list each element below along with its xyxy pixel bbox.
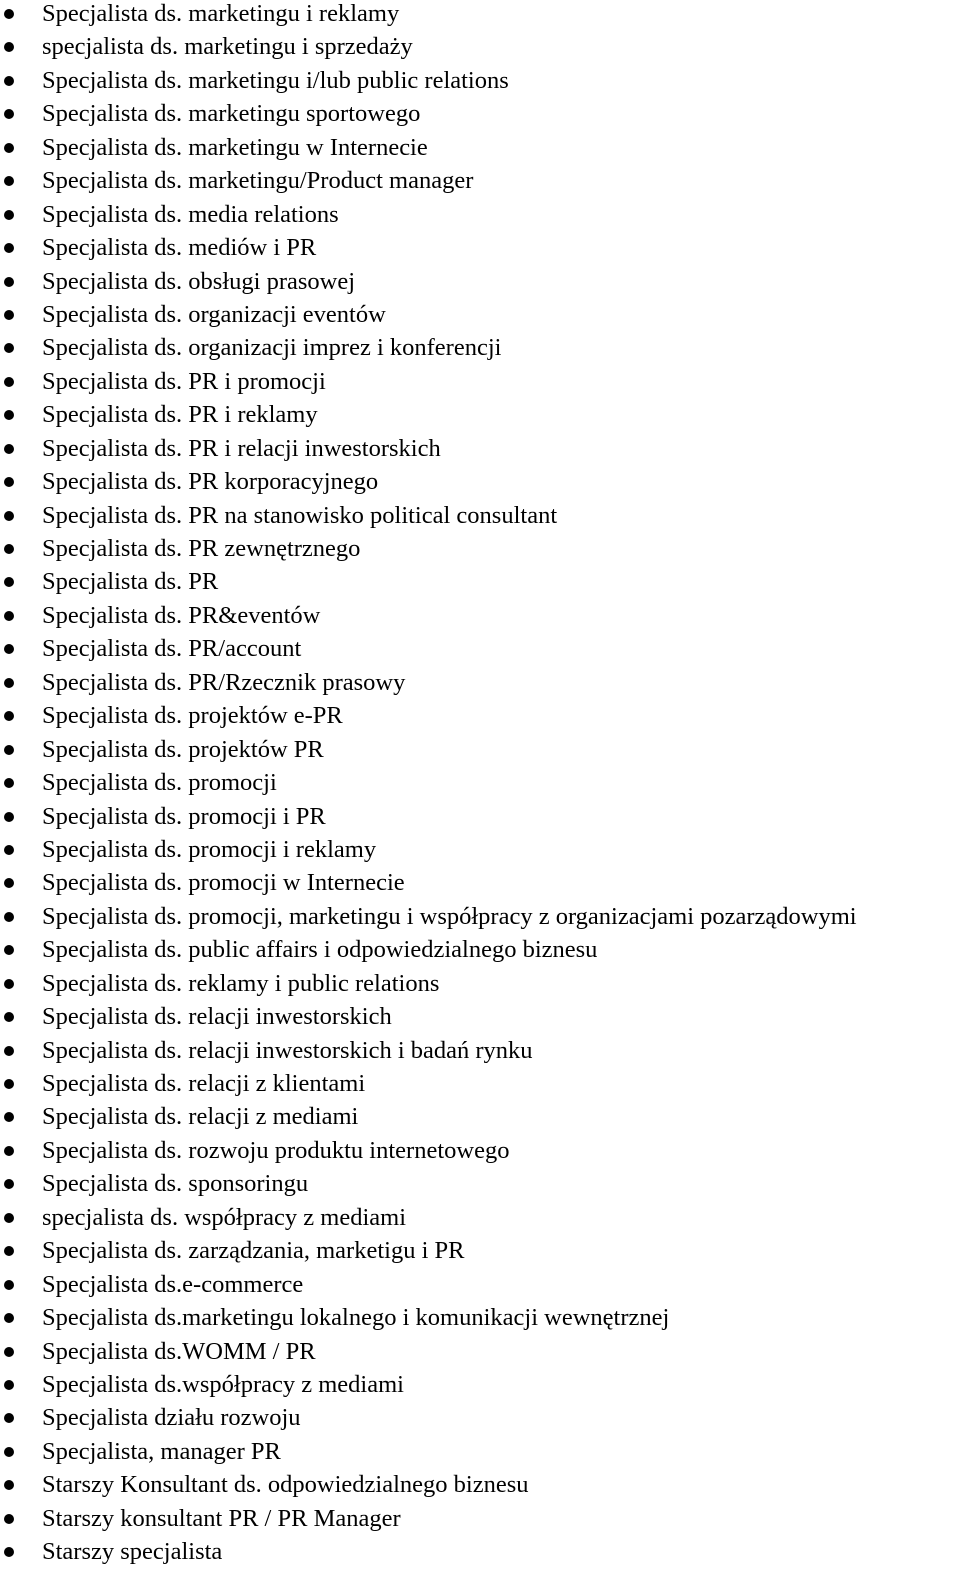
- job-title: Specjalista ds. relacji z klientami: [42, 1070, 366, 1097]
- list-item: [0, 33, 960, 66]
- list-item: [0, 669, 960, 702]
- list-item: [0, 1471, 960, 1504]
- bullet-icon: [4, 511, 14, 521]
- job-title: Specjalista ds. promocji i PR: [42, 802, 326, 830]
- bullet-icon: [4, 1413, 14, 1423]
- bullet-icon: [4, 1480, 14, 1490]
- bullet-icon: [4, 912, 14, 922]
- job-title: Specjalista ds. zarządzania, marketigu i PR: [42, 1237, 465, 1265]
- list-item: [0, 769, 960, 802]
- job-title: Specjalista ds. public affairs i odpowiedzialnego biznesu: [42, 936, 598, 964]
- job-title: Specjalista ds. PR/Rzecznik prasowy: [42, 668, 406, 696]
- list-item: [0, 134, 960, 167]
- bullet-icon: [4, 444, 14, 454]
- bullet-icon: [4, 143, 14, 153]
- list-item: [0, 903, 960, 936]
- bullet-icon: [4, 1112, 14, 1122]
- bullet-icon: [4, 176, 14, 186]
- job-title: Specjalista ds. PR/account: [42, 635, 302, 663]
- list-item: [0, 869, 960, 902]
- job-title: Specjalista ds. marketingu w Internecie: [42, 133, 428, 161]
- job-title: Specjalista ds. reklamy i public relations: [42, 969, 440, 997]
- bullet-icon: [4, 1547, 14, 1557]
- bullet-icon: [4, 377, 14, 387]
- job-title: Specjalista ds. PR zewnętrznego: [42, 535, 361, 562]
- bullet-icon: [4, 76, 14, 86]
- bullet-icon: [4, 979, 14, 989]
- list-item: [0, 1037, 960, 1070]
- list-item: [0, 435, 960, 468]
- list-item: [0, 100, 960, 133]
- bullet-icon: [4, 1313, 14, 1323]
- job-title: Starszy Konsultant ds. odpowiedzialnego biznesu: [42, 1471, 529, 1499]
- job-title: Specjalista ds. organizacji eventów: [42, 300, 386, 328]
- bullet-icon: [4, 1447, 14, 1457]
- list-item: [0, 602, 960, 635]
- job-title: Specjalista ds. mediów i PR: [42, 234, 317, 262]
- list-item: [0, 970, 960, 1003]
- list-item: [0, 334, 960, 367]
- bullet-icon: [4, 544, 14, 554]
- list-item: [0, 401, 960, 434]
- bullet-icon: [4, 1246, 14, 1256]
- job-title: Specjalista ds. sponsoringu: [42, 1170, 309, 1198]
- job-title: Specjalista ds. promocji w Internecie: [42, 869, 405, 897]
- list-item: [0, 368, 960, 401]
- list-item: [0, 1204, 960, 1237]
- bullet-icon: [4, 343, 14, 353]
- job-title: Specjalista ds. relacji inwestorskich: [42, 1003, 392, 1031]
- job-title: Specjalista ds.WOMM / PR: [42, 1337, 316, 1365]
- job-title: Specjalista ds. PR&eventów: [42, 601, 321, 629]
- job-title: Specjalista ds. marketingu sportowego: [42, 100, 421, 128]
- job-title: Specjalista ds.marketingu lokalnego i komunikacji wewnętrznej: [42, 1304, 670, 1332]
- list-item: [0, 1170, 960, 1203]
- bullet-icon: [4, 243, 14, 253]
- bullet-icon: [4, 1347, 14, 1357]
- job-title: Specjalista, manager PR: [42, 1437, 281, 1465]
- bullet-icon: [4, 945, 14, 955]
- list-item: [0, 1304, 960, 1337]
- job-title: Specjalista ds. projektów PR: [42, 735, 324, 763]
- job-title: Specjalista ds. promocji: [42, 769, 277, 797]
- job-title: Specjalista ds. promocji, marketingu i współpracy z organizacjami pozarządowymi: [42, 902, 857, 930]
- job-title: specjalista ds. marketingu i sprzedaży: [42, 33, 413, 61]
- bullet-icon: [4, 1012, 14, 1022]
- list-item: [0, 1505, 960, 1538]
- job-title: Specjalista ds. projektów e-PR: [42, 702, 343, 730]
- list-item: [0, 201, 960, 234]
- job-title: Specjalista ds. marketingu/Product manager: [42, 167, 474, 195]
- job-title: specjalista ds. współpracy z mediami: [42, 1203, 406, 1231]
- job-title: Specjalista ds. PR korporacyjnego: [42, 468, 379, 496]
- bullet-icon: [4, 410, 14, 420]
- bullet-icon: [4, 1146, 14, 1156]
- list-item: [0, 1438, 960, 1471]
- list-item: [0, 167, 960, 200]
- list-item: [0, 234, 960, 267]
- bullet-icon: [4, 1514, 14, 1524]
- job-title: Specjalista ds. relacji z mediami: [42, 1103, 359, 1131]
- bullet-icon: [4, 644, 14, 654]
- job-title: Specjalista ds. promocji i reklamy: [42, 835, 377, 863]
- job-title: Specjalista ds.współpracy z mediami: [42, 1370, 404, 1398]
- bullet-icon: [4, 1380, 14, 1390]
- list-item: [0, 1137, 960, 1170]
- job-title: Specjalista ds. marketingu i reklamy: [42, 0, 400, 27]
- job-title: Specjalista działu rozwoju: [42, 1404, 301, 1432]
- bullet-icon: [4, 1079, 14, 1089]
- job-title: Specjalista ds. PR na stanowisko political consultant: [42, 501, 558, 529]
- bullet-icon: [4, 745, 14, 755]
- job-title: Specjalista ds. PR i relacji inwestorskich: [42, 434, 441, 462]
- list-item: [0, 1271, 960, 1304]
- bullet-icon: [4, 611, 14, 621]
- bullet-icon: [4, 812, 14, 822]
- list-item: [0, 736, 960, 769]
- job-title: Specjalista ds. rozwoju produktu internetowego: [42, 1136, 510, 1164]
- bullet-icon: [4, 109, 14, 119]
- list-item: [0, 1371, 960, 1404]
- list-item: [0, 936, 960, 969]
- bullet-icon: [4, 1213, 14, 1223]
- list-item: [0, 1003, 960, 1036]
- bullet-icon: [4, 277, 14, 287]
- bullet-icon: [4, 310, 14, 320]
- list-item: [0, 535, 960, 568]
- job-title: Specjalista ds. relacji inwestorskich i badań rynku: [42, 1036, 533, 1064]
- list-item: [0, 1404, 960, 1437]
- bullet-icon: [4, 678, 14, 688]
- list-item: [0, 568, 960, 601]
- bullet-icon: [4, 711, 14, 721]
- job-title: Specjalista ds. obsługi prasowej: [42, 267, 356, 295]
- job-title: Starszy specjalista: [42, 1538, 223, 1566]
- list-item: [0, 635, 960, 668]
- job-title: Starszy konsultant PR / PR Manager: [42, 1504, 401, 1532]
- list-item: [0, 1070, 960, 1103]
- bullet-icon: [4, 477, 14, 487]
- bullet-icon: [4, 845, 14, 855]
- bullet-icon: [4, 210, 14, 220]
- list-item: [0, 1338, 960, 1371]
- list-item: [0, 803, 960, 836]
- bullet-icon: [4, 1046, 14, 1056]
- bullet-icon: [4, 9, 14, 19]
- list-item: [0, 67, 960, 100]
- job-title: Specjalista ds. media relations: [42, 200, 339, 228]
- list-item: [0, 268, 960, 301]
- bullet-icon: [4, 1179, 14, 1189]
- bullet-icon: [4, 778, 14, 788]
- job-title: Specjalista ds. PR i promocji: [42, 367, 326, 395]
- list-item: [0, 1538, 960, 1571]
- bullet-icon: [4, 42, 14, 52]
- list-item: [0, 1103, 960, 1136]
- list-item: [0, 836, 960, 869]
- job-title: Specjalista ds.e-commerce: [42, 1270, 304, 1298]
- list-item: [0, 702, 960, 735]
- bullet-icon: [4, 1280, 14, 1290]
- job-title: Specjalista ds. PR i reklamy: [42, 401, 318, 429]
- list-item: [0, 1237, 960, 1270]
- job-title: Specjalista ds. organizacji imprez i konferencji: [42, 334, 502, 362]
- bullet-icon: [4, 577, 14, 587]
- list-item: [0, 301, 960, 334]
- list-item: [0, 468, 960, 501]
- job-title: Specjalista ds. PR: [42, 568, 219, 596]
- list-item: [0, 0, 960, 33]
- list-item: [0, 502, 960, 535]
- bullet-icon: [4, 878, 14, 888]
- job-title: Specjalista ds. marketingu i/lub public relations: [42, 66, 509, 94]
